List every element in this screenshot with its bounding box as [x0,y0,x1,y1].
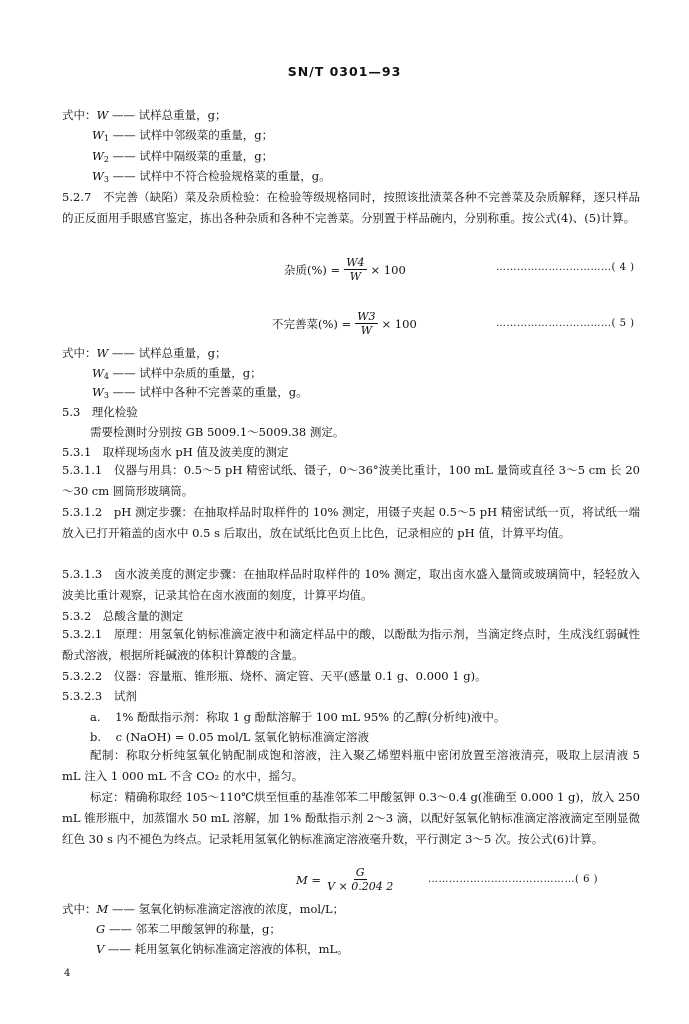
legend-subscript: 2 [103,155,109,164]
reagent-b [90,730,369,744]
legend-text: —— 试样中各种不完善菜的重量，g。 [112,385,308,399]
legend-text: —— 试样总重量，g； [111,108,227,122]
section-5-3-2-title: 5.3.2 总酸含量的测定 [62,609,184,623]
legend-symbol: W [92,366,104,380]
legend3-row-2 [96,942,349,956]
section-5-3-1-2: 5.3.1.2 pH 测定步骤：在抽取样品时取样件的 10% 测定，用镊子夹起 0.5～5 pH 精密试纸一页，将试纸一端放入已打开箱盖的卤水中 0.5 s 后取出，放在试纸比色页上比色，记录相应的 pH 值，计算平均值。 [62,505,640,540]
legend2-row-1 [92,366,262,384]
reagent-a [90,710,505,724]
formula-5-leader [496,318,635,329]
formula-rhs: × 100 [381,316,417,331]
calibration-text: 标定：精确称取经 105～110℃烘至恒重的基准邻苯二甲酸氢钾 0.3～0.4 g(准确至 0.000 1 g)，放入 250 mL 锥形瓶中，加蒸馏水 50 mL 溶解，加 1% 酚酞指示剂 2～3 滴，以配好氢氧化钠标准滴定溶液滴定至刚显微红色 30 s 内不褪色为终点。记录耗用氢氧化钠标准滴定溶液毫升数，平行测定 3～5 次。按公式(6)计算。 [62,790,640,846]
legend1-row-0 [62,108,227,122]
legend1-row-2 [92,149,273,167]
leader-dots: …………………………… [496,262,612,273]
section-5-2-7: 5.2.7 不完善（缺陷）菜及杂质检验：在检验等级规格同时，按照该批渍菜各种不完善菜及杂质解释，逐只样品的正反面用手眼感官鉴定，拣出各种杂质和各种不完善菜。分别置于样品碗内，分别称重。按公式(4)、(5)计算。 [62,190,640,225]
legend-text: —— 试样中不符合检验规格菜的重量，g。 [112,169,331,183]
fraction-numerator: G [355,866,365,879]
leader-dots: …………………………… [496,318,612,329]
preparation-text: 配制：称取分析纯氢氧化钠配制成饱和溶液，注入聚乙烯塑料瓶中密闭放置至溶液清亮，吸取上层清液 5 mL 注入 1 000 mL 不含 CO₂ 的水中，摇匀。 [62,748,640,783]
list-marker: a. [90,710,101,724]
legend-symbol: M [96,902,109,916]
fraction-numerator: W3 [357,310,376,323]
legend-intro: 式中： [62,108,97,122]
legend-text: —— 试样中邻级菜的重量，g； [112,128,274,142]
formula-rhs: × 100 [370,262,406,277]
legend1-row-3 [92,169,331,187]
legend-text: —— 试样中杂质的重量，g； [112,366,262,380]
legend-text: —— 耗用氢氧化钠标准滴定溶液的体积，mL。 [107,942,349,956]
section-5-3-1-3: 5.3.1.3 卤水波美度的测定步骤：在抽取样品时取样件的 10% 测定，取出卤水盛入量筒或玻璃筒中，轻轻放入波美比重计观察，记录其恰在卤水液面的刻度，计算平均值。 [62,567,640,602]
legend-symbol: W [96,346,109,360]
formula-lhs: 不完善菜(%) = [272,316,352,331]
legend-intro: 式中： [62,902,97,916]
legend-subscript: 3 [103,175,109,184]
formula-6-leader [428,874,598,885]
legend-intro: 式中： [62,346,97,360]
reagent-a-text: 1% 酚酞指示剂：称取 1 g 酚酞溶解于 100 mL 95% 的乙醇(分析纯)液中。 [115,710,506,724]
legend-symbol: W [92,385,104,399]
legend-symbol: V [96,942,105,956]
legend-symbol: G [96,922,106,936]
list-marker: b. [90,730,102,744]
fraction-denominator: V × 0.204 2 [327,880,394,893]
legend-text: —— 氢氧化钠标准滴定溶液的浓度，mol/L； [111,902,345,916]
formula-fraction [355,310,377,337]
section-5-3-2-2: 5.3.2.2 仪器：容量瓶、锥形瓶、烧杯、滴定管、天平(感量 0.1 g、0.000 1 g)。 [62,669,487,683]
legend-subscript: 4 [103,372,109,381]
legend1-row-1 [92,128,273,146]
legend-subscript: 1 [103,134,109,143]
formula-lhs: M = [296,872,322,887]
equation-number: ( 5 ) [611,318,635,329]
legend-text: —— 试样总重量，g； [111,346,227,360]
legend3-row-0 [62,902,344,916]
legend-symbol: W [92,169,104,183]
legend2-row-0 [62,346,227,360]
leader-dots: …………………………………… [428,874,575,885]
legend-text: —— 试样中隔级菜的重量，g； [112,149,274,163]
section-5-3-text: 需要检测时分别按 GB 5009.1～5009.38 测定。 [90,425,345,439]
section-5-3-2-1: 5.3.2.1 原理：用氢氧化钠标准滴定液中和滴定样品中的酸，以酚酞为指示剂，当滴定终点时，生成浅红弱碱性酚式溶液，根据所耗碱液的体积计算酸的含量。 [62,627,640,662]
equation-number: ( 6 ) [575,874,599,885]
section-5-3-1-title: 5.3.1 取样现场卤水 pH 值及波美度的测定 [62,445,289,459]
legend-text: —— 邻苯二甲酸氢钾的称量，g； [108,922,281,936]
section-5-3-2-3-title: 5.3.2.3 试剂 [62,689,137,703]
fraction-denominator: W [360,324,373,337]
equation-number: ( 4 ) [611,262,635,273]
formula-4-leader [496,262,635,273]
formula-lhs: 杂质(%) = [284,262,341,277]
formula-fraction [344,256,366,283]
legend-subscript: 3 [103,391,109,400]
section-5-3-1-1: 5.3.1.1 仪器与用具：0.5～5 pH 精密试纸、镊子，0～36°波美比重计，100 mL 量筒或直径 3～5 cm 长 20～30 cm 圆筒形玻璃筒。 [62,463,640,498]
formula-5 [272,310,417,337]
fraction-denominator: W [349,270,362,283]
legend3-row-1 [96,922,281,936]
legend-symbol: W [92,149,104,163]
legend2-row-2 [92,385,308,403]
formula-4 [284,256,406,283]
doc-code-header: SN/T 0301—93 [287,64,402,79]
fraction-numerator: W4 [346,256,365,269]
formula-6 [296,866,399,893]
legend-symbol: W [92,128,104,142]
section-5-3-title: 5.3 理化检验 [62,405,138,419]
reagent-b-text: c (NaOH) = 0.05 mol/L 氢氧化钠标准滴定溶液 [115,730,369,744]
legend-symbol: W [96,108,109,122]
formula-fraction [325,866,395,893]
page-number: 4 [64,968,71,979]
